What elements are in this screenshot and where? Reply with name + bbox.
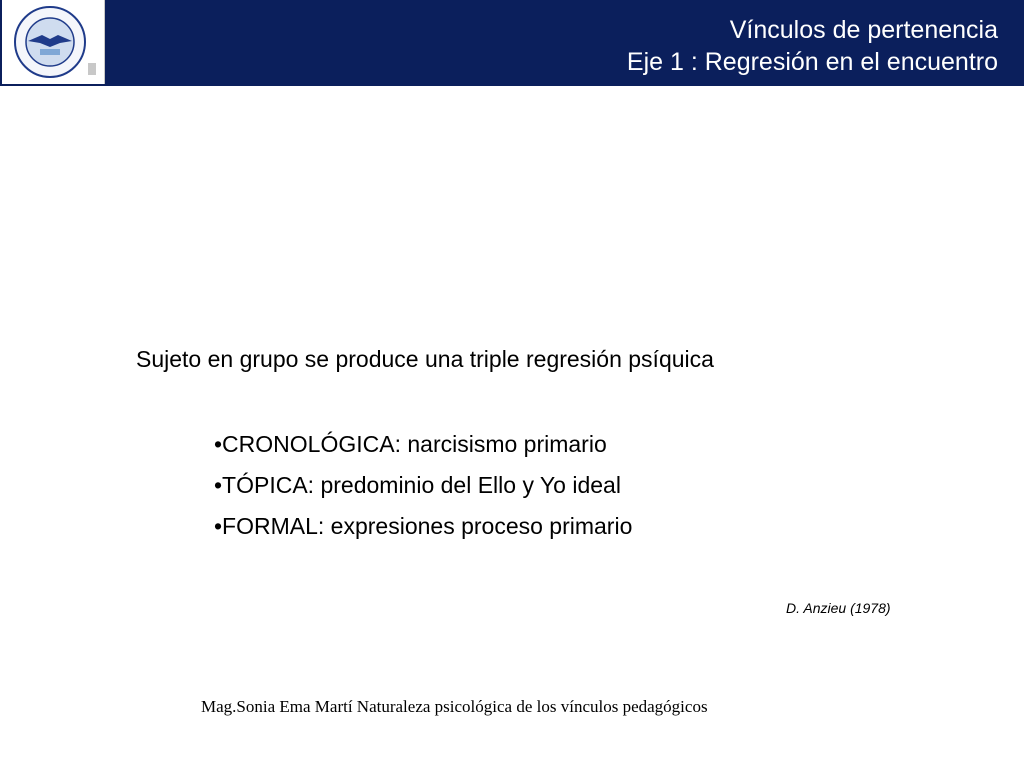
slide-footer: Mag.Sonia Ema Martí Naturaleza psicológica de los vínculos pedagógicos xyxy=(201,697,708,716)
slide-header xyxy=(0,0,1024,86)
bullet-item-topica: •TÓPICA: predominio del Ello y Yo ideal xyxy=(214,472,621,498)
title-line-2: Eje 1 : Regresión en el encuentro xyxy=(626,48,998,76)
university-logo xyxy=(2,0,105,84)
bullet-item-formal: •FORMAL: expresiones proceso primario xyxy=(214,513,633,539)
slide-title xyxy=(627,14,998,78)
bullet-list xyxy=(214,424,632,547)
university-seal-icon xyxy=(8,3,98,81)
lead-statement: Sujeto en grupo se produce una triple regresión psíquica xyxy=(136,346,714,372)
title-line-1: Vínculos de pertenencia xyxy=(729,16,998,44)
citation: D. Anzieu (1978) xyxy=(786,600,891,616)
bullet-item-cronologica: •CRONOLÓGICA: narcisismo primario xyxy=(214,431,607,457)
